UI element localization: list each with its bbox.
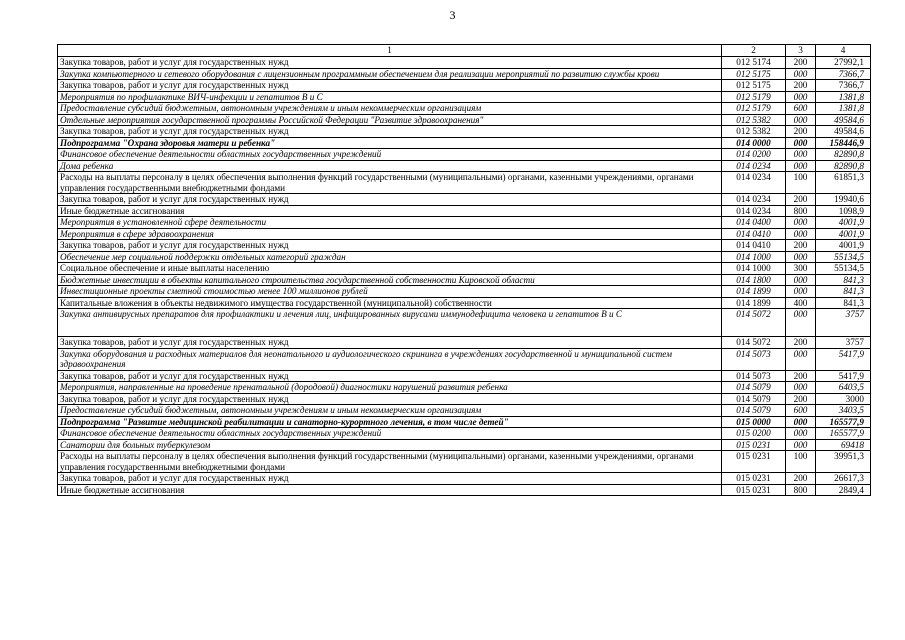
row-description: Закупка товаров, работ и услуг для государственных нужд: [58, 240, 722, 252]
table-row: [58, 393, 871, 405]
row-code: 015 0231: [722, 451, 786, 473]
row-code: 014 0400: [722, 217, 786, 229]
row-description: Предоставление субсидий бюджетным, автономным учреждениям и иным некоммерческим организациям: [58, 405, 722, 417]
table-row: [58, 68, 871, 80]
table-header-row: [58, 45, 871, 57]
table-row: [58, 57, 871, 69]
row-description: Отдельные мероприятия государственной программы Российской Федерации "Развитие здравоохранения": [58, 114, 722, 126]
row-amount: 158446,9: [816, 137, 871, 149]
row-amount: 55134,5: [816, 263, 871, 275]
row-description: Социальное обеспечение и иные выплаты населению: [58, 263, 722, 275]
row-expense-type: 200: [786, 240, 816, 252]
row-description: Дома ребенка: [58, 160, 722, 172]
row-expense-type: 000: [786, 428, 816, 440]
table-row: [58, 160, 871, 172]
row-code: 014 1899: [722, 286, 786, 298]
row-code: 014 5079: [722, 393, 786, 405]
row-code: 014 5072: [722, 309, 786, 337]
row-code: 014 0410: [722, 240, 786, 252]
row-code: 014 0234: [722, 172, 786, 194]
row-code: 015 0000: [722, 416, 786, 428]
row-amount: 7366,7: [816, 80, 871, 92]
row-expense-type: 000: [786, 217, 816, 229]
table-row: [58, 309, 871, 337]
table-row: [58, 240, 871, 252]
row-code: 012 5179: [722, 103, 786, 115]
row-amount: 4001,9: [816, 228, 871, 240]
row-description: Расходы на выплаты персоналу в целях обеспечения выполнения функций государственными (муниципальными) органами, казенными учреждениями, органами управления государственными внебюджетными фондами: [58, 451, 722, 473]
row-code: 015 0231: [722, 484, 786, 496]
row-expense-type: 200: [786, 473, 816, 485]
row-amount: 27992,1: [816, 57, 871, 69]
row-expense-type: 000: [786, 416, 816, 428]
row-description: Обеспечение мер социальной поддержки отдельных категорий граждан: [58, 251, 722, 263]
row-code: 014 1000: [722, 263, 786, 275]
row-description: Закупка оборудования и расходных материалов для неонатального и аудиологического скрининга в учреждениях государственной и муниципальной систем здравоохранения: [58, 348, 722, 370]
table-row: [58, 228, 871, 240]
row-description: Закупка товаров, работ и услуг для государственных нужд: [58, 57, 722, 69]
row-code: 014 0410: [722, 228, 786, 240]
row-amount: 841,3: [816, 297, 871, 309]
header-col-3: 3: [786, 45, 816, 57]
row-expense-type: 200: [786, 126, 816, 138]
row-amount: 69418: [816, 439, 871, 451]
header-col-2: 2: [722, 45, 786, 57]
row-description: Предоставление субсидий бюджетным, автономным учреждениям и иным некоммерческим организациям: [58, 103, 722, 115]
row-code: 014 1000: [722, 251, 786, 263]
row-amount: 82890,8: [816, 149, 871, 161]
row-amount: 61851,3: [816, 172, 871, 194]
row-expense-type: 000: [786, 68, 816, 80]
row-code: 014 0234: [722, 205, 786, 217]
row-amount: 3000: [816, 393, 871, 405]
row-amount: 6403,5: [816, 382, 871, 394]
row-amount: 19940,6: [816, 194, 871, 206]
row-amount: 5417,9: [816, 370, 871, 382]
table-row: [58, 103, 871, 115]
row-amount: 4001,9: [816, 240, 871, 252]
budget-table: [57, 44, 871, 496]
row-code: 014 0200: [722, 149, 786, 161]
row-amount: 49584,6: [816, 114, 871, 126]
row-description: Финансовое обеспечение деятельности областных государственных учреждений: [58, 149, 722, 161]
row-expense-type: 000: [786, 114, 816, 126]
row-description: Мероприятия в установленной сфере деятельности: [58, 217, 722, 229]
table-row: [58, 263, 871, 275]
row-code: 012 5174: [722, 57, 786, 69]
row-amount: 841,3: [816, 274, 871, 286]
row-description: Бюджетные инвестиции в объекты капитального строительства государственной собственности Кировской области: [58, 274, 722, 286]
row-description: Иные бюджетные ассигнования: [58, 484, 722, 496]
table-row: [58, 348, 871, 370]
table-row: [58, 473, 871, 485]
row-expense-type: 300: [786, 263, 816, 275]
row-description: Закупка товаров, работ и услуг для государственных нужд: [58, 126, 722, 138]
table-row: [58, 428, 871, 440]
row-amount: 82890,8: [816, 160, 871, 172]
table-row: [58, 370, 871, 382]
row-expense-type: 000: [786, 137, 816, 149]
table-row: [58, 114, 871, 126]
row-amount: 2849,4: [816, 484, 871, 496]
table-row: [58, 405, 871, 417]
row-amount: 4001,9: [816, 217, 871, 229]
row-code: 014 1899: [722, 297, 786, 309]
row-description: Подпрограмма "Развитие медицинской реабилитации и санаторно-курортного лечения, в том числе детей": [58, 416, 722, 428]
page-number: 3: [449, 8, 456, 22]
row-code: 014 5073: [722, 370, 786, 382]
row-expense-type: 200: [786, 370, 816, 382]
row-amount: 1098,9: [816, 205, 871, 217]
row-description: Закупка товаров, работ и услуг для государственных нужд: [58, 194, 722, 206]
table-row: [58, 91, 871, 103]
row-amount: 49584,6: [816, 126, 871, 138]
row-code: 012 5175: [722, 80, 786, 92]
row-description: Закупка товаров, работ и услуг для государственных нужд: [58, 473, 722, 485]
row-description: Закупка антивирусных препаратов для профилактики и лечения лиц, инфицированных вирусами иммунодефицита человека и гепатитов В и С: [58, 309, 722, 337]
row-expense-type: 000: [786, 251, 816, 263]
table-body: [58, 57, 871, 496]
row-expense-type: 000: [786, 439, 816, 451]
row-description: Инвестиционные проекты сметной стоимостью менее 100 миллионов рублей: [58, 286, 722, 298]
row-expense-type: 400: [786, 297, 816, 309]
row-code: 014 5073: [722, 348, 786, 370]
row-expense-type: 800: [786, 205, 816, 217]
table-row: [58, 337, 871, 349]
row-expense-type: 000: [786, 160, 816, 172]
row-amount: 39951,3: [816, 451, 871, 473]
row-code: 012 5382: [722, 126, 786, 138]
table-row: [58, 137, 871, 149]
row-code: 012 5382: [722, 114, 786, 126]
row-expense-type: 000: [786, 149, 816, 161]
row-expense-type: 000: [786, 348, 816, 370]
table-row: [58, 217, 871, 229]
row-amount: 841,3: [816, 286, 871, 298]
row-expense-type: 200: [786, 393, 816, 405]
table-row: [58, 251, 871, 263]
row-description: Мероприятия по профилактике ВИЧ-инфекции и гепатитов В и С: [58, 91, 722, 103]
row-description: Закупка компьютерного и сетевого оборудования с лицензионным программным обеспечением для реализации мероприятий по развитию службы крови: [58, 68, 722, 80]
table-row: [58, 194, 871, 206]
table-row: [58, 297, 871, 309]
row-expense-type: 000: [786, 382, 816, 394]
row-code: 014 5079: [722, 382, 786, 394]
row-code: 014 5072: [722, 337, 786, 349]
row-amount: 165577,9: [816, 416, 871, 428]
row-amount: 26617,3: [816, 473, 871, 485]
row-code: 014 5079: [722, 405, 786, 417]
row-amount: 3403,5: [816, 405, 871, 417]
table-row: [58, 172, 871, 194]
table-row: [58, 416, 871, 428]
row-description: Санатории для больных туберкулезом: [58, 439, 722, 451]
row-code: 014 1800: [722, 274, 786, 286]
header-col-4: 4: [816, 45, 871, 57]
table-row: [58, 274, 871, 286]
row-amount: 1381,8: [816, 103, 871, 115]
row-amount: 55134,5: [816, 251, 871, 263]
row-amount: 5417,9: [816, 348, 871, 370]
row-description: Мероприятия в сфере здравоохранения: [58, 228, 722, 240]
row-expense-type: 000: [786, 228, 816, 240]
row-amount: 3757: [816, 337, 871, 349]
table-row: [58, 149, 871, 161]
row-expense-type: 000: [786, 91, 816, 103]
row-expense-type: 100: [786, 451, 816, 473]
row-amount: 7366,7: [816, 68, 871, 80]
row-code: 015 0200: [722, 428, 786, 440]
row-expense-type: 200: [786, 57, 816, 69]
table-row: [58, 80, 871, 92]
row-description: Закупка товаров, работ и услуг для государственных нужд: [58, 393, 722, 405]
row-expense-type: 600: [786, 103, 816, 115]
row-code: 014 0234: [722, 194, 786, 206]
row-code: 015 0231: [722, 439, 786, 451]
table-row: [58, 484, 871, 496]
row-description: Расходы на выплаты персоналу в целях обеспечения выполнения функций государственными (муниципальными) органами, казенными учреждениями, органами управления государственными внебюджетными фондами: [58, 172, 722, 194]
table-row: [58, 286, 871, 298]
row-description: Подпрограмма "Охрана здоровья матери и ребенка": [58, 137, 722, 149]
row-expense-type: 000: [786, 309, 816, 337]
row-expense-type: 800: [786, 484, 816, 496]
table-row: [58, 205, 871, 217]
row-description: Мероприятия, направленные на проведение пренатальной (дородовой) диагностики нарушений развития ребенка: [58, 382, 722, 394]
table-row: [58, 382, 871, 394]
row-description: Финансовое обеспечение деятельности областных государственных учреждений: [58, 428, 722, 440]
row-expense-type: 200: [786, 80, 816, 92]
row-code: 012 5175: [722, 68, 786, 80]
row-expense-type: 100: [786, 172, 816, 194]
table-row: [58, 439, 871, 451]
row-amount: 3757: [816, 309, 871, 337]
row-description: Закупка товаров, работ и услуг для государственных нужд: [58, 337, 722, 349]
row-expense-type: 600: [786, 405, 816, 417]
table-row: [58, 126, 871, 138]
row-code: 014 0000: [722, 137, 786, 149]
row-expense-type: 200: [786, 337, 816, 349]
row-description: Закупка товаров, работ и услуг для государственных нужд: [58, 80, 722, 92]
row-expense-type: 000: [786, 286, 816, 298]
row-code: 012 5179: [722, 91, 786, 103]
row-expense-type: 200: [786, 194, 816, 206]
table-row: [58, 451, 871, 473]
row-description: Закупка товаров, работ и услуг для государственных нужд: [58, 370, 722, 382]
row-description: Иные бюджетные ассигнования: [58, 205, 722, 217]
row-amount: 165577,9: [816, 428, 871, 440]
row-description: Капитальные вложения в объекты недвижимого имущества государственной (муниципальной) собственности: [58, 297, 722, 309]
header-col-1: 1: [58, 45, 722, 57]
row-code: 014 0234: [722, 160, 786, 172]
row-amount: 1381,8: [816, 91, 871, 103]
row-expense-type: 000: [786, 274, 816, 286]
row-code: 015 0231: [722, 473, 786, 485]
